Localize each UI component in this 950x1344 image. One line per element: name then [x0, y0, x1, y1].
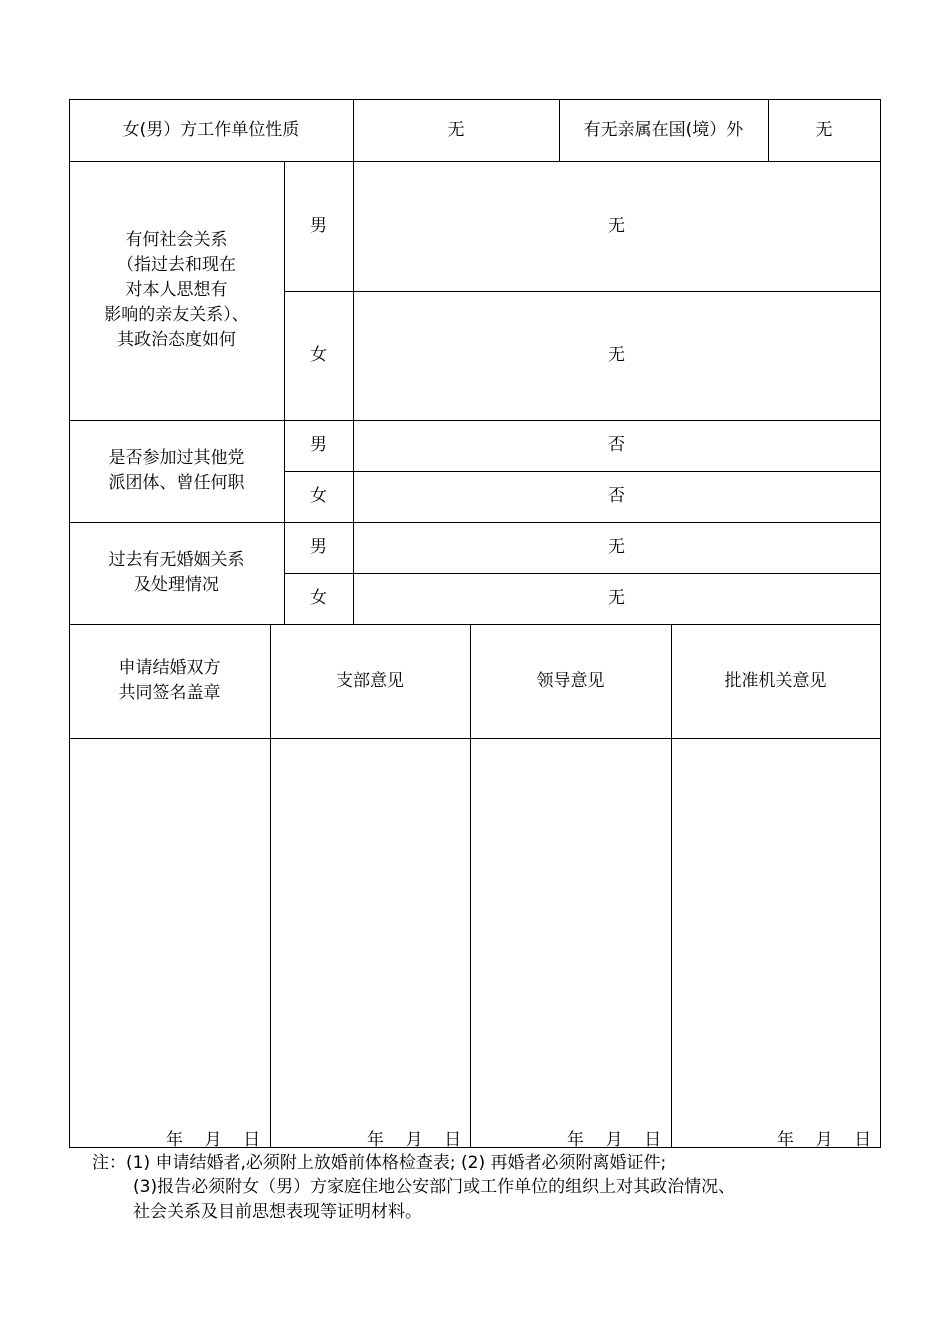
work-unit-nature-value: 无 — [447, 120, 465, 140]
label-line: 对本人思想有 — [125, 280, 228, 300]
label-line: 申请结婚双方 — [118, 658, 221, 678]
branch-opinion-header: 支部意见 — [336, 670, 404, 691]
label-line: 及处理情况 — [134, 575, 219, 595]
marriage-male-value: 无 — [608, 537, 625, 557]
past-marriage-label — [69, 522, 284, 624]
party-membership-label — [69, 420, 284, 522]
label-line: 有何社会关系 — [125, 230, 228, 250]
social-female-value: 无 — [608, 345, 625, 365]
note-line-1: 注：(1) 申请结婚者,必须附上放婚前体格检查表; (2) 再婚者必须附离婚证件; — [92, 1153, 667, 1173]
signature-area-joint[interactable] — [70, 739, 269, 1119]
leader-opinion-header: 领导意见 — [536, 670, 605, 691]
party-female-value: 否 — [608, 486, 625, 506]
work-unit-nature-label: 女(男）方工作单位性质 — [122, 120, 300, 140]
label-line: 过去有无婚姻关系 — [108, 550, 245, 570]
relatives-abroad-value: 无 — [815, 120, 833, 140]
social-male-label: 男 — [310, 216, 327, 236]
label-line: 共同签名盖章 — [118, 683, 221, 703]
label-line: 影响的亲友关系）、 — [104, 305, 249, 325]
label-line: （指过去和现在 — [117, 255, 236, 275]
approving-authority-header: 批准机关意见 — [724, 670, 827, 691]
date-joint: 年 月 日 — [166, 1130, 261, 1150]
social-relations-label — [69, 161, 284, 420]
label-line: 其政治态度如何 — [117, 330, 236, 350]
note-line-2: (3)报告必须附女（男）方家庭住地公安部门或工作单位的组织上对其政治情况、 — [133, 1177, 736, 1197]
signature-area-leader[interactable] — [471, 739, 670, 1119]
date-authority: 年 月 日 — [777, 1130, 872, 1150]
signature-area-authority[interactable] — [672, 739, 879, 1119]
date-leader: 年 月 日 — [567, 1130, 662, 1150]
marriage-female-value: 无 — [608, 588, 625, 608]
social-female-label: 女 — [310, 345, 327, 365]
party-male-label: 男 — [310, 435, 327, 455]
party-male-value: 否 — [608, 435, 625, 455]
note-line-3: 社会关系及目前思想表现等证明材料。 — [133, 1202, 422, 1222]
signature-area-branch[interactable] — [271, 739, 469, 1119]
date-branch: 年 月 日 — [367, 1130, 462, 1150]
party-female-label: 女 — [310, 486, 327, 506]
marriage-female-label: 女 — [310, 588, 327, 608]
label-line: 是否参加过其他党 — [108, 448, 245, 468]
social-male-value: 无 — [608, 216, 625, 236]
marriage-male-label: 男 — [310, 537, 327, 557]
joint-signature-header — [69, 624, 270, 738]
relatives-abroad-label: 有无亲属在国(境）外 — [583, 120, 744, 140]
label-line: 派团体、曾任何职 — [108, 473, 245, 493]
